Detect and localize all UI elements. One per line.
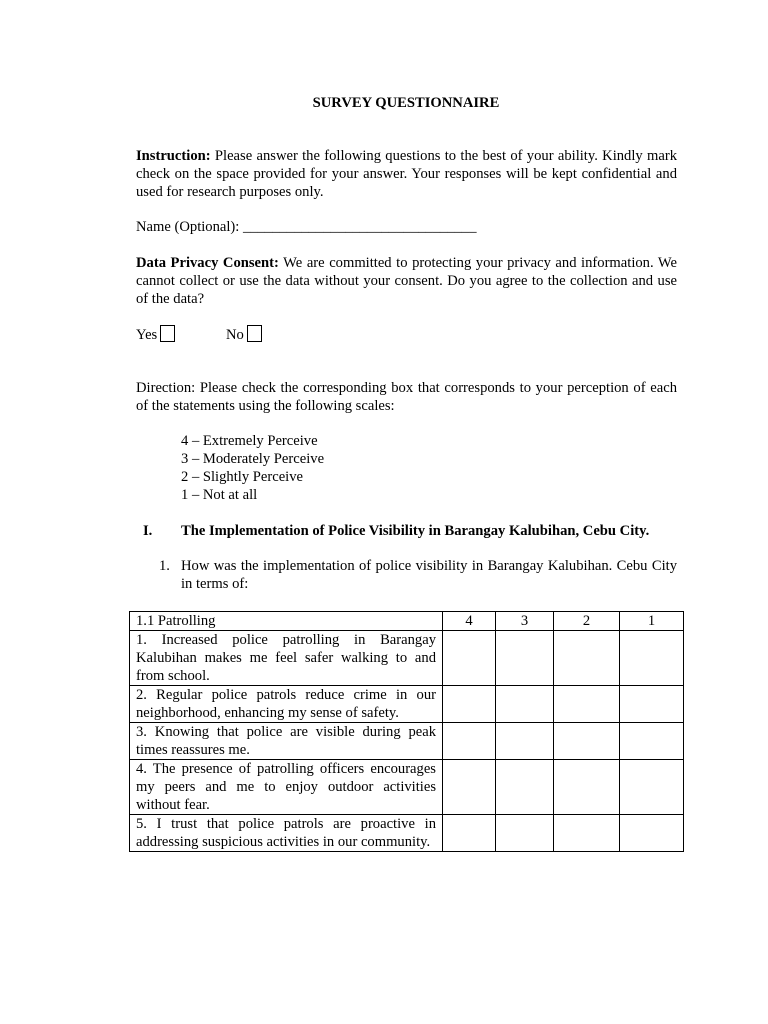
statement-cell: 1. Increased police patrolling in Barangay Kalubihan makes me feel safer walking to and from school. bbox=[130, 631, 443, 686]
rating-3-cell[interactable] bbox=[496, 686, 554, 723]
rating-4-cell[interactable] bbox=[443, 815, 496, 852]
consent-no-option bbox=[226, 325, 262, 344]
rating-2-cell[interactable] bbox=[554, 760, 620, 815]
rating-table bbox=[129, 611, 684, 852]
rating-1-cell[interactable] bbox=[620, 631, 684, 686]
rating-1-cell[interactable] bbox=[620, 815, 684, 852]
instruction-label: Instruction: bbox=[136, 148, 211, 164]
instruction-text: Please answer the following questions to the best of your ability. Kindly mark check on the space provided for your answer. Your responses will be kept confidential and used for research purposes only. bbox=[136, 148, 677, 200]
statement-cell: 2. Regular police patrols reduce crime in our neighborhood, enhancing my sense of safety. bbox=[130, 686, 443, 723]
name-field[interactable]: Name (Optional): ________________________________ bbox=[136, 219, 477, 235]
privacy-text: We are committed to protecting your privacy and information. We cannot collect or use the data without your consent. Do you agree to the collection and use of the data? bbox=[136, 255, 677, 307]
consent-no-label: No bbox=[226, 327, 244, 343]
section-title: The Implementation of Police Visibility in Barangay Kalubihan, Cebu City. bbox=[181, 523, 650, 539]
header-rating-4: 4 bbox=[443, 612, 496, 631]
rating-3-cell[interactable] bbox=[496, 631, 554, 686]
table-row bbox=[130, 686, 684, 723]
header-rating-1: 1 bbox=[620, 612, 684, 631]
table-row bbox=[130, 723, 684, 760]
rating-4-cell[interactable] bbox=[443, 631, 496, 686]
rating-2-cell[interactable] bbox=[554, 631, 620, 686]
rating-1-cell[interactable] bbox=[620, 760, 684, 815]
table-row bbox=[130, 760, 684, 815]
table-row bbox=[130, 631, 684, 686]
scale-item: 2 – Slightly Perceive bbox=[181, 469, 304, 485]
rating-4-cell[interactable] bbox=[443, 760, 496, 815]
scale-item: 4 – Extremely Perceive bbox=[181, 433, 318, 449]
table-row bbox=[130, 815, 684, 852]
scale-item: 3 – Moderately Perceive bbox=[181, 451, 325, 467]
rating-2-cell[interactable] bbox=[554, 815, 620, 852]
consent-options bbox=[136, 325, 677, 345]
page-title: SURVEY QUESTIONNAIRE bbox=[312, 95, 500, 111]
consent-yes-label: Yes bbox=[136, 327, 158, 343]
question-text: How was the implementation of police visibility in Barangay Kalubihan. Cebu City in terms of: bbox=[181, 558, 677, 592]
section-number: I. bbox=[143, 523, 153, 539]
header-category: 1.1 Patrolling bbox=[130, 612, 443, 631]
question-number: 1. bbox=[159, 558, 170, 574]
instruction-paragraph bbox=[136, 147, 677, 201]
header-rating-3: 3 bbox=[496, 612, 554, 631]
statement-cell: 4. The presence of patrolling officers encourages my peers and me to enjoy outdoor activities without fear. bbox=[130, 760, 443, 815]
table-header-row bbox=[130, 612, 684, 631]
rating-4-cell[interactable] bbox=[443, 686, 496, 723]
rating-3-cell[interactable] bbox=[496, 815, 554, 852]
privacy-paragraph bbox=[136, 254, 677, 308]
rating-1-cell[interactable] bbox=[620, 686, 684, 723]
consent-yes-option bbox=[136, 325, 175, 344]
consent-no-checkbox[interactable] bbox=[247, 325, 262, 342]
statement-cell: 3. Knowing that police are visible during peak times reassures me. bbox=[130, 723, 443, 760]
consent-yes-checkbox[interactable] bbox=[160, 325, 175, 342]
header-rating-2: 2 bbox=[554, 612, 620, 631]
scale-item: 1 – Not at all bbox=[181, 487, 258, 503]
rating-3-cell[interactable] bbox=[496, 760, 554, 815]
rating-scale-list bbox=[181, 432, 324, 504]
rating-2-cell[interactable] bbox=[554, 723, 620, 760]
privacy-label: Data Privacy Consent: bbox=[136, 255, 279, 271]
statement-cell: 5. I trust that police patrols are proactive in addressing suspicious activities in our community. bbox=[130, 815, 443, 852]
rating-1-cell[interactable] bbox=[620, 723, 684, 760]
direction-paragraph: Direction: Please check the corresponding box that corresponds to your perception of each of the statements using the following scales: bbox=[136, 380, 677, 414]
rating-2-cell[interactable] bbox=[554, 686, 620, 723]
rating-3-cell[interactable] bbox=[496, 723, 554, 760]
rating-4-cell[interactable] bbox=[443, 723, 496, 760]
